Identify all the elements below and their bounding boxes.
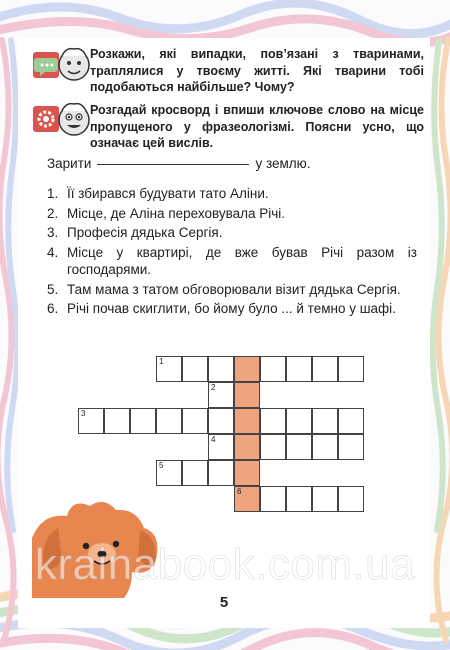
crossword-cell[interactable] [312, 486, 338, 512]
question-item: 3. Професія дядька Сергія. [47, 225, 223, 240]
task-discussion [32, 46, 424, 96]
crossword-cell[interactable] [286, 356, 312, 382]
crossword-cell[interactable] [182, 408, 208, 434]
crossword-cell[interactable] [208, 382, 234, 408]
crossword-cell[interactable] [156, 408, 182, 434]
crossword-clue-number: 6 [237, 487, 242, 496]
crossword-cell[interactable] [156, 356, 182, 382]
crossword-clue-number: 5 [159, 461, 164, 470]
question-item: 2. Місце, де Аліна переховувала Річі. [47, 205, 286, 221]
crossword-cell[interactable] [286, 434, 312, 460]
phraseologism [47, 156, 311, 171]
watermark: krainabook.com.ua [34, 540, 416, 589]
crossword-cell[interactable] [312, 408, 338, 434]
crossword-clue-number: 2 [211, 383, 216, 392]
crossword-cell[interactable] [312, 434, 338, 460]
crossword-clue-number: 3 [81, 409, 86, 418]
speech-bubble-icon [32, 46, 90, 86]
crossword-cell[interactable] [182, 356, 208, 382]
crossword-cell[interactable] [286, 408, 312, 434]
task-instruction: Розкажи, які випадки, пов’язані з тваринами, траплялися у твоєму житті. Які тварини тобі подобаються найбільше? Чому? [90, 47, 424, 94]
crossword-cell[interactable] [182, 460, 208, 486]
crossword-key-cell[interactable] [234, 434, 260, 460]
crossword-cell[interactable] [208, 408, 234, 434]
crossword-cell[interactable] [208, 434, 234, 460]
page-number: 5 [219, 594, 229, 611]
gear-bubble-icon [32, 102, 90, 142]
task-instruction: Розгадай кросворд і впиши ключове слово на місце пропущеного у фразеологізмі. Поясни усно, що означає цей вислів. [90, 103, 424, 150]
phrase-end: у землю. [255, 156, 311, 171]
crossword-cell[interactable] [130, 408, 156, 434]
crossword-clue-number: 1 [159, 357, 164, 366]
crossword-key-cell[interactable] [234, 460, 260, 486]
phrase-start: Зарити [47, 156, 92, 171]
crossword-cell[interactable] [260, 434, 286, 460]
crossword-cell[interactable] [208, 356, 234, 382]
question-item: 4. Місце у квартирі, де вже бував Річі разом із господарями. [47, 244, 417, 277]
crossword-cell[interactable] [208, 460, 234, 486]
crossword-cell[interactable] [338, 408, 364, 434]
crossword-cell[interactable] [338, 434, 364, 460]
question-item: 6. Річі почав скиглити, бо йому було ... й темно у шафі. [47, 301, 396, 316]
crossword-key-cell[interactable] [234, 486, 260, 512]
crossword-cell[interactable] [338, 356, 364, 382]
crossword-key-cell[interactable] [234, 382, 260, 408]
question-item: 5. Там мама з татом обговорювали візит дядька Сергія. [47, 281, 401, 297]
answer-blank [97, 164, 249, 165]
crossword-cell[interactable] [312, 356, 338, 382]
crossword-clue-number: 4 [211, 435, 216, 444]
crossword-cell[interactable] [286, 486, 312, 512]
crossword-cell[interactable] [104, 408, 130, 434]
question-item: 1. Її збирався будувати тато Аліни. [47, 186, 269, 201]
crossword-key-cell[interactable] [234, 408, 260, 434]
crossword-cell[interactable] [338, 486, 364, 512]
crossword-cell[interactable] [260, 356, 286, 382]
crossword-cell[interactable] [260, 408, 286, 434]
crossword-cell[interactable] [78, 408, 104, 434]
crossword-questions [47, 185, 417, 320]
task-crossword [32, 102, 424, 152]
crossword-key-cell[interactable] [234, 356, 260, 382]
crossword-cell[interactable] [260, 486, 286, 512]
